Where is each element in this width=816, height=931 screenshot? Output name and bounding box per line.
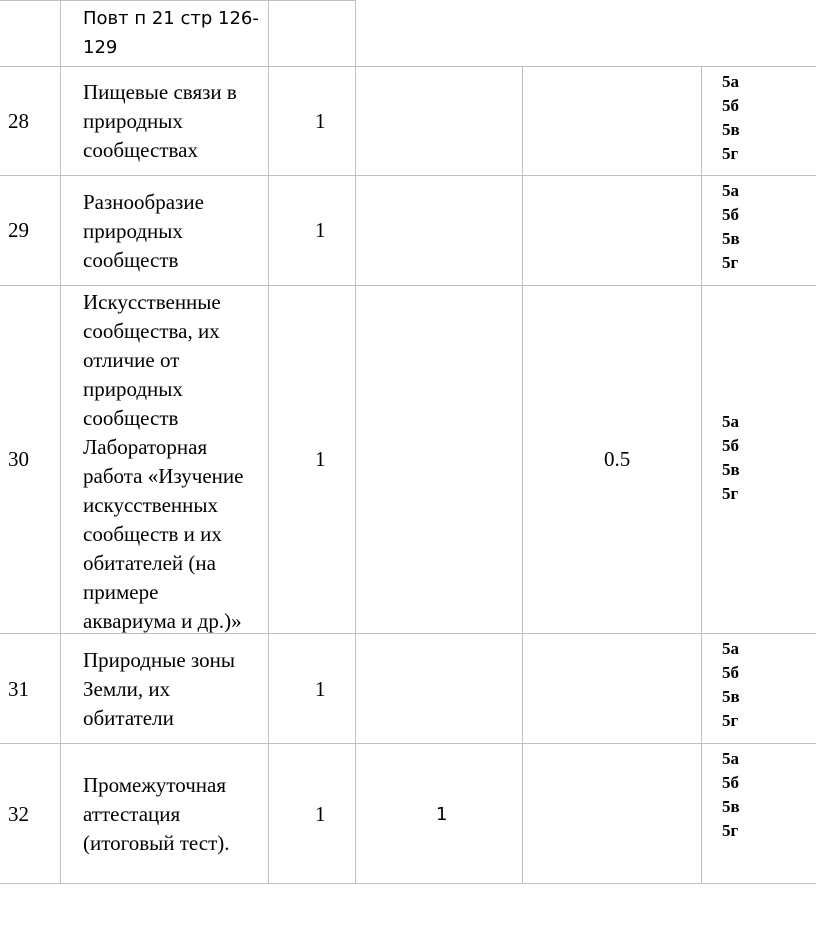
class-label: 5г xyxy=(722,821,739,840)
topic-line: сообщества, их xyxy=(83,319,220,343)
topic-line: сообществ xyxy=(83,406,179,430)
class-list xyxy=(722,410,740,506)
class-label: 5б xyxy=(722,96,739,115)
lesson-topic xyxy=(83,771,283,858)
repeat-note xyxy=(83,4,259,62)
class-label: 5в xyxy=(722,797,740,816)
repeat-note-line: 129 xyxy=(83,37,118,58)
class-list xyxy=(722,747,740,843)
col-border xyxy=(60,0,61,884)
lesson-hours: 1 xyxy=(315,447,326,471)
repeat-note-line: Повт п 21 стр 126- xyxy=(83,8,259,29)
lesson-hours: 1 xyxy=(315,802,326,826)
lesson-number: 30 xyxy=(8,447,29,471)
topic-line: (итоговый тест). xyxy=(83,831,230,855)
topic-line: примере xyxy=(83,580,159,604)
row-border-top xyxy=(0,0,355,1)
row-border xyxy=(0,285,816,286)
class-label: 5г xyxy=(722,144,739,163)
topic-line: обитатели xyxy=(83,706,174,730)
lesson-number: 29 xyxy=(8,218,29,242)
topic-line: Разнообразие xyxy=(83,190,204,214)
topic-line: обитателей (на xyxy=(83,551,216,575)
col-border xyxy=(522,66,523,884)
topic-line: природных xyxy=(83,109,183,133)
lesson-topic xyxy=(83,288,283,636)
topic-line: Природные зоны xyxy=(83,648,235,672)
class-label: 5в xyxy=(722,460,740,479)
topic-line: природных xyxy=(83,377,183,401)
class-label: 5г xyxy=(722,253,739,272)
topic-line: сообществ и их xyxy=(83,522,222,546)
col-border xyxy=(355,0,356,884)
lesson-topic xyxy=(83,78,283,165)
topic-line: сообществах xyxy=(83,138,198,162)
class-label: 5а xyxy=(722,181,739,200)
topic-line: Искусственные xyxy=(83,290,221,314)
class-label: 5г xyxy=(722,484,739,503)
topic-line: Земли, их xyxy=(83,677,171,701)
topic-line: отличие от xyxy=(83,348,180,372)
row-border xyxy=(0,175,816,176)
lesson-number: 32 xyxy=(8,802,29,826)
class-label: 5а xyxy=(722,412,739,431)
class-label: 5б xyxy=(722,663,739,682)
topic-line: Промежуточная xyxy=(83,773,227,797)
topic-line: искусственных xyxy=(83,493,218,517)
class-label: 5в xyxy=(722,229,740,248)
lesson-number: 28 xyxy=(8,109,29,133)
row-border xyxy=(0,66,816,67)
lesson-hours: 1 xyxy=(315,218,326,242)
class-label: 5а xyxy=(722,639,739,658)
topic-line: аттестация xyxy=(83,802,181,826)
row-border xyxy=(0,743,816,744)
topic-line: работа «Изучение xyxy=(83,464,244,488)
class-label: 5г xyxy=(722,711,739,730)
class-label: 5в xyxy=(722,687,740,706)
control-hours: 1 xyxy=(436,804,448,825)
lesson-topic xyxy=(83,646,283,733)
class-list xyxy=(722,70,740,166)
lesson-topic xyxy=(83,188,283,275)
topic-line: сообществ xyxy=(83,248,179,272)
col-border xyxy=(701,66,702,884)
class-label: 5а xyxy=(722,749,739,768)
class-label: 5б xyxy=(722,436,739,455)
practical-hours: 0.5 xyxy=(604,447,631,471)
class-label: 5в xyxy=(722,120,740,139)
lesson-hours: 1 xyxy=(315,677,326,701)
class-list xyxy=(722,637,740,733)
lesson-number: 31 xyxy=(8,677,29,701)
topic-line: Пищевые связи в xyxy=(83,80,237,104)
class-label: 5а xyxy=(722,72,739,91)
class-list xyxy=(722,179,740,275)
class-label: 5б xyxy=(722,205,739,224)
topic-line: Лабораторная xyxy=(83,435,208,459)
class-label: 5б xyxy=(722,773,739,792)
lesson-hours: 1 xyxy=(315,109,326,133)
topic-line: природных xyxy=(83,219,183,243)
row-border-bottom xyxy=(0,883,816,884)
topic-line: аквариума и др.)» xyxy=(83,609,242,633)
